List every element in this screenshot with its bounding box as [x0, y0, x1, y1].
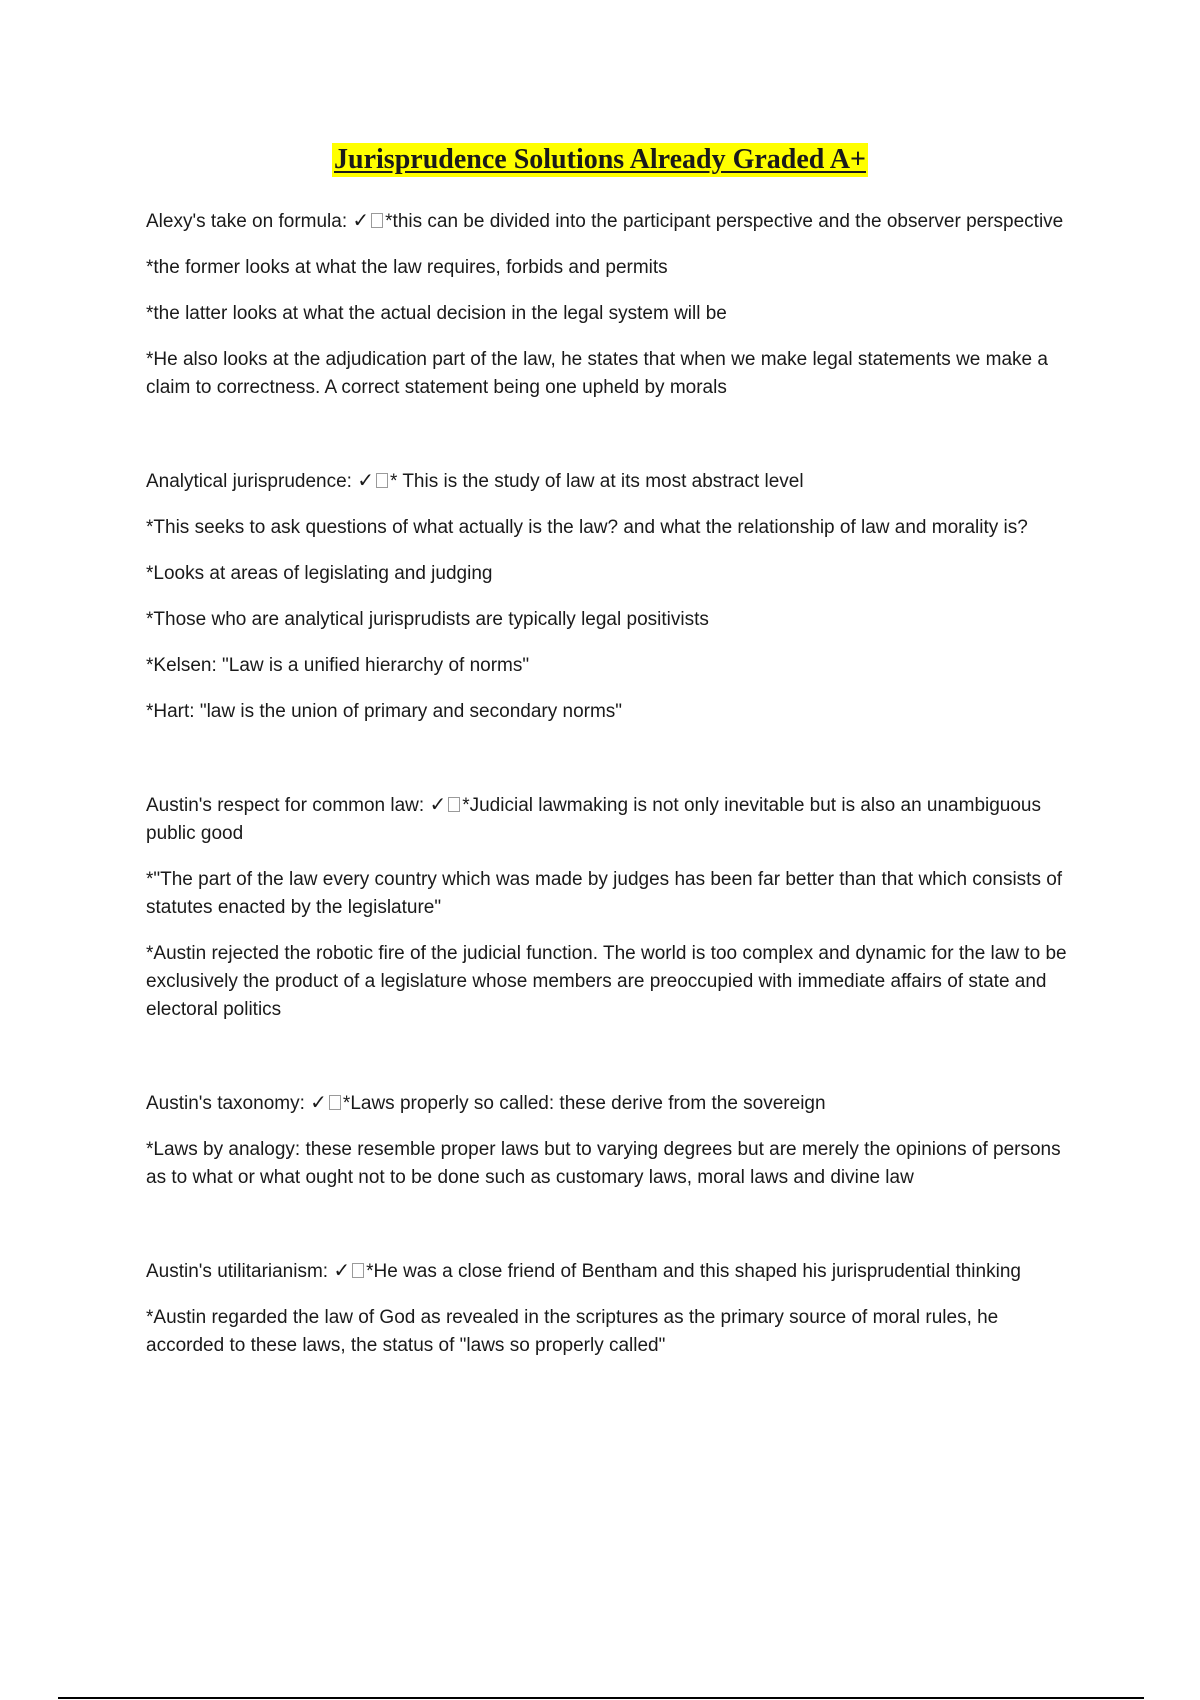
qa-question-line	[146, 790, 1072, 848]
term: Austin's utilitarianism:	[146, 1261, 329, 1282]
answer-point: *Kelsen: "Law is a unified hierarchy of norms"	[146, 655, 530, 676]
answer-text: *this can be divided into the participant perspective and the observer perspective	[385, 211, 1064, 232]
section-gap	[146, 744, 1072, 790]
document-content	[146, 206, 1072, 1378]
answer-point: *"The part of the law every country which was made by judges has been far better than that which consists of statutes enacted by the legislature"	[146, 869, 1063, 918]
answer-point: *the latter looks at what the actual decision in the legal system will be	[146, 303, 727, 324]
page-title: Jurisprudence Solutions Already Graded A+	[334, 144, 866, 175]
term: Austin's respect for common law:	[146, 795, 425, 816]
qa-section	[146, 206, 1072, 402]
qa-question-line	[146, 1256, 1072, 1286]
qa-section	[146, 790, 1072, 1024]
answer-point: *He also looks at the adjudication part of the law, he states that when we make legal statements we make a claim to correctness. A correct statement being one upheld by morals	[146, 349, 1048, 398]
answer-point: *Austin regarded the law of God as revealed in the scriptures as the primary source of moral rules, he accorded to these laws, the status of "laws so properly called"	[146, 1307, 999, 1356]
term: Analytical jurisprudence:	[146, 471, 352, 492]
checkbox-glyph-icon	[352, 1263, 364, 1278]
term: Austin's taxonomy:	[146, 1093, 305, 1114]
answer-point: *Those who are analytical jurisprudists are typically legal positivists	[146, 609, 709, 630]
section-gap	[146, 1042, 1072, 1088]
checkmark-icon: ✓	[357, 468, 374, 492]
qa-section	[146, 1088, 1072, 1192]
answer-text: *Laws properly so called: these derive from the sovereign	[342, 1093, 826, 1114]
answer-point: *Looks at areas of legislating and judging	[146, 563, 493, 584]
section-gap	[146, 420, 1072, 466]
checkmark-icon: ✓	[352, 208, 370, 232]
title-wrap	[0, 143, 1200, 177]
qa-section	[146, 1256, 1072, 1360]
checkbox-glyph-icon	[448, 797, 460, 812]
checkbox-glyph-icon	[371, 213, 383, 228]
checkbox-glyph-icon	[376, 473, 388, 488]
answer-point: *This seeks to ask questions of what actually is the law? and what the relationship of law and morality is?	[146, 517, 1028, 538]
answer-point: *Hart: "law is the union of primary and secondary norms"	[146, 701, 623, 722]
qa-question-line	[146, 206, 1072, 236]
answer-point: *Laws by analogy: these resemble proper laws but to varying degrees but are merely the opinions of persons as to what or what ought not to be done such as customary laws, moral laws and divine law	[146, 1139, 1061, 1188]
qa-question-line	[146, 1088, 1072, 1118]
answer-text: *He was a close friend of Bentham and this shaped his jurisprudential thinking	[366, 1261, 1021, 1282]
checkbox-glyph-icon	[329, 1095, 341, 1110]
term: Alexy's take on formula:	[146, 211, 348, 232]
answer-text: *Judicial lawmaking is not only inevitable but is also an unambiguous public good	[146, 795, 1041, 844]
answer-point: *the former looks at what the law requires, forbids and permits	[146, 257, 668, 278]
answer-point: *Austin rejected the robotic fire of the judicial function. The world is too complex and dynamic for the law to be exclusively the product of a legislature whose members are preoccupied with immediate affairs of state and electoral politics	[146, 943, 1067, 1020]
checkmark-icon: ✓	[310, 1090, 327, 1114]
checkmark-icon: ✓	[429, 792, 447, 816]
qa-section	[146, 466, 1072, 726]
section-gap	[146, 1210, 1072, 1256]
checkmark-icon: ✓	[333, 1258, 351, 1282]
answer-text: * This is the study of law at its most abstract level	[390, 471, 804, 492]
footer-divider	[58, 1697, 1144, 1699]
qa-question-line	[146, 466, 1072, 496]
